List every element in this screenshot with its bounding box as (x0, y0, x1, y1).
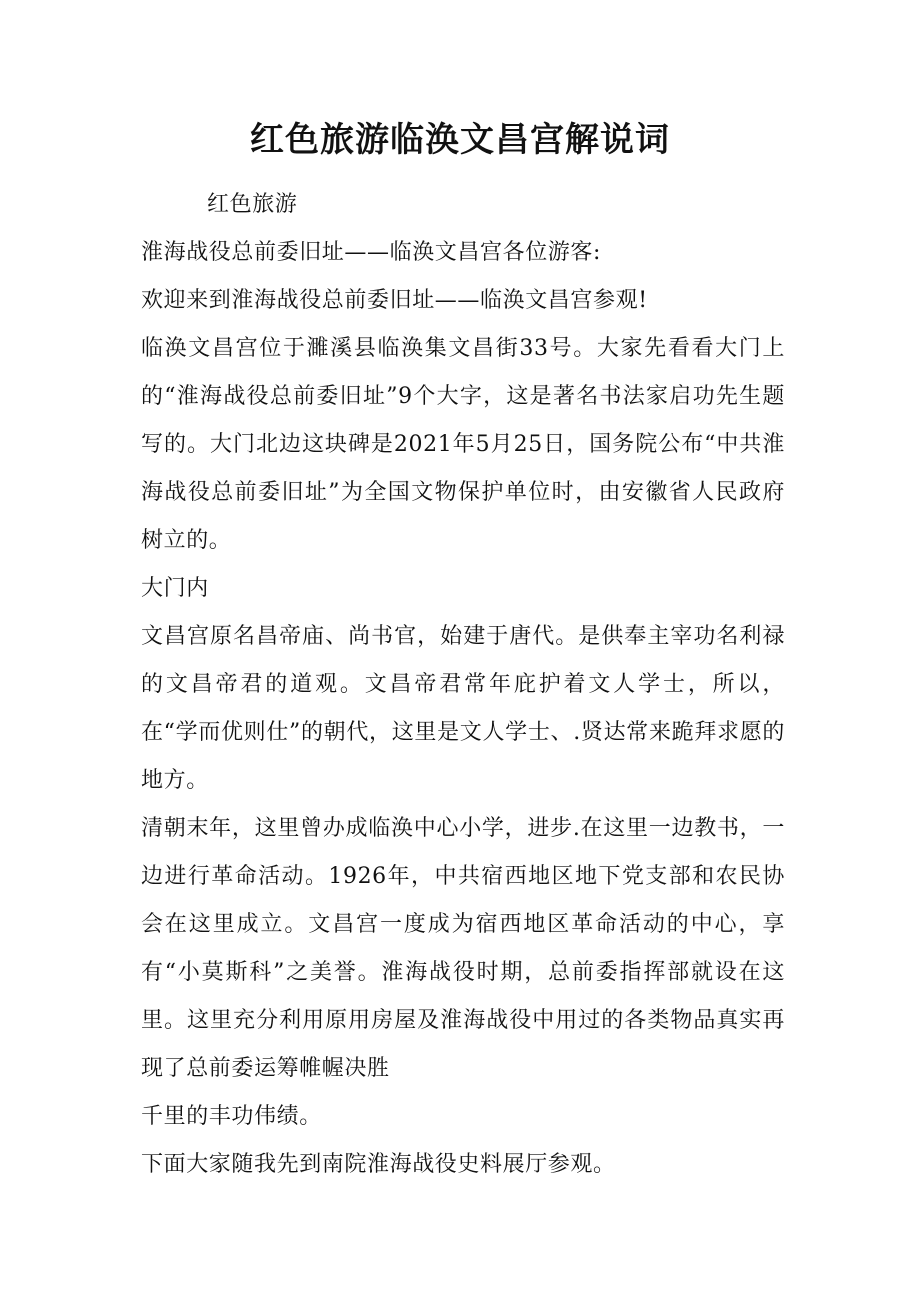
paragraph-next-stop: 下面大家随我先到南院淮海战役史料展厅参观。 (141, 1152, 616, 1177)
paragraph-welcome: 欢迎来到淮海战役总前委旧址——临涣文昌宫参观! (141, 288, 648, 313)
paragraph-location: 临涣文昌宫位于濉溪县临涣集文昌街33号。大家先看看大门上的“淮海战役总前委旧址”9个大字，这是著名书法家启功先生题写的。大门北边这块碑是2021年5月25日，国务院公布“中共淮海战役总前委旧址”为全国文物保护单位时，由安徽省人民政府树立的。 (141, 336, 785, 553)
paragraph-subtitle: 红色旅游 (207, 192, 298, 217)
document-title: 红色旅游临涣文昌宫解说词 (250, 120, 670, 160)
paragraph-revolution: 清朝末年，这里曾办成临涣中心小学，进步.在这里一边教书，一边进行革命活动。1926年，中共宿西地区地下党支部和农民协会在这里成立。文昌宫一度成为宿西地区革命活动的中心，享有“小莫斯科”之美誉。淮海战役时期，总前委指挥部就设在这里。这里充分利用原用房屋及淮海战役中用过的各类物品真实再现了总前委运筹帷幄决胜 (141, 816, 785, 1081)
document-body (141, 181, 785, 1189)
paragraph-greeting: 淮海战役总前委旧址——临涣文昌宫各位游客: (141, 240, 602, 265)
paragraph-achievements: 千里的丰功伟绩。 (141, 1104, 322, 1129)
paragraph-inside-gate: 大门内 (141, 576, 209, 601)
paragraph-history: 文昌宫原名昌帝庙、尚书官，始建于唐代。是供奉主宰功名利禄的文昌帝君的道观。文昌帝君常年庇护着文人学士，所以，在“学而优则仕”的朝代，这里是文人学士、.贤达常来跪拜求愿的地方。 (141, 624, 785, 793)
